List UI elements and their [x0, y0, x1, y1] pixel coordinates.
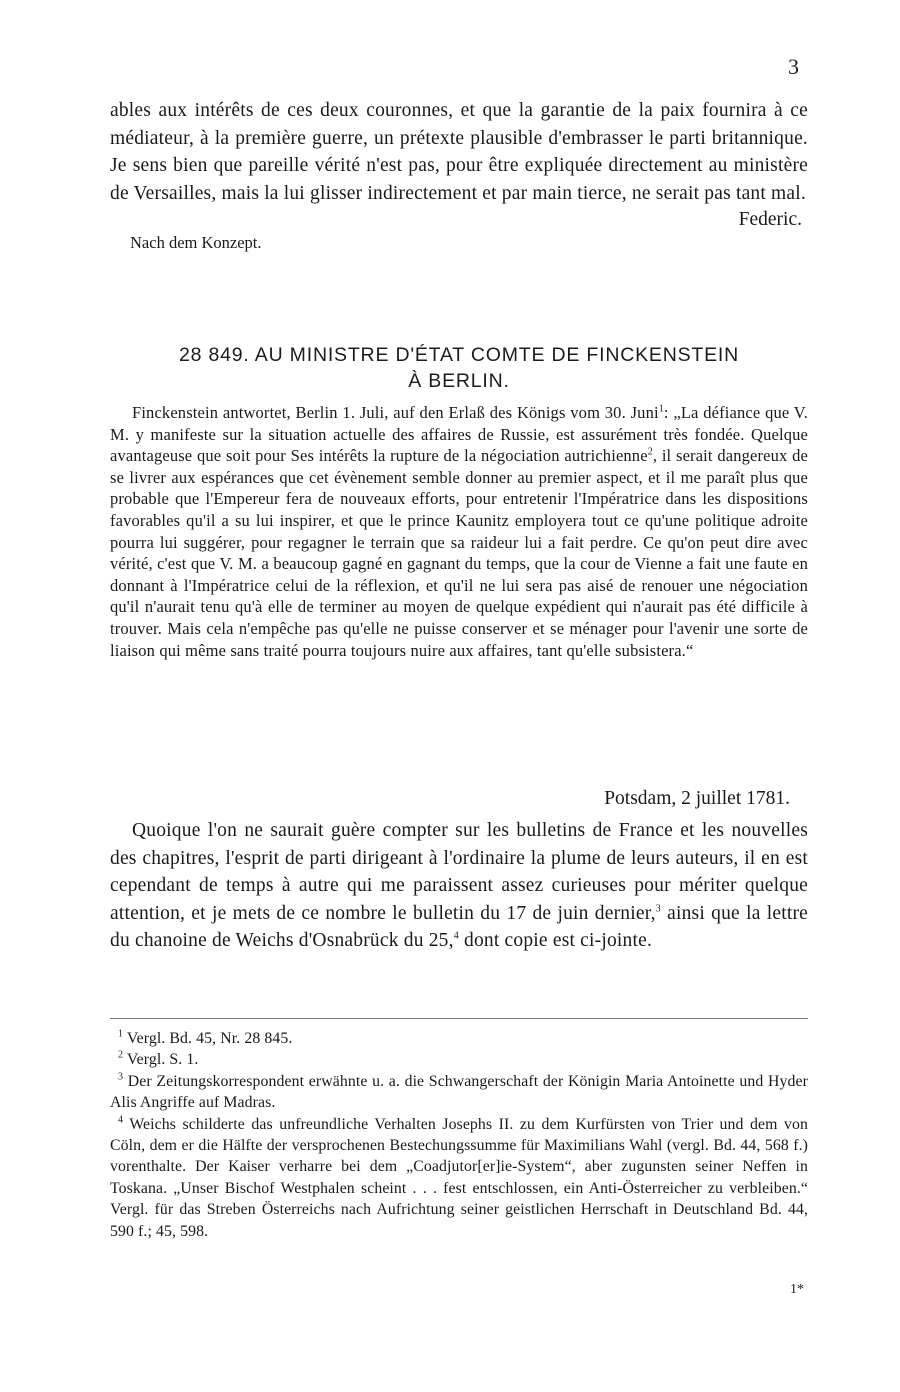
footnote-ref-2[interactable]: 2	[647, 446, 653, 458]
footnote-marker: 3	[118, 1071, 124, 1083]
signature-mark: 1*	[790, 1282, 804, 1297]
signature: Federic.	[738, 209, 802, 230]
footnote-1	[110, 1028, 808, 1049]
footnote-marker: 2	[118, 1050, 124, 1062]
footnote-text: Weichs schilderte das unfreundliche Verhalten Josephs II. zu dem Kurfürsten von Trier und dem von Cöln, dem er die Hälfte der versprochenen Bestechungssumme für Maximilians Wahl (vergl. Bd. 44, 568 f.) vorenthalte. Der Kaiser verharre bei dem „Coadjutor[er]ie-System“, aber zugunsten seiner Neffen in Toskana. „Unser Bischof Westphalen scheint . . . fest entschlossen, ein Anti-Österreicher zu verbleiben.“ Vergl. für das Streben Österreichs nach Aufrichtung seiner geistlichen Herrschaft in Deutschland Bd. 44, 590 f.; 45, 598.	[110, 1115, 808, 1240]
footnotes	[110, 1028, 808, 1242]
footnote-text: Vergl. Bd. 45, Nr. 28 845.	[126, 1030, 293, 1047]
continuation-paragraph	[110, 97, 808, 207]
letter-summary	[110, 402, 808, 661]
letter-heading-line2: À BERLIN.	[408, 370, 510, 392]
footnote-ref-1[interactable]: 1	[658, 403, 664, 415]
letter-heading	[110, 342, 808, 394]
footnote-marker: 1	[118, 1028, 124, 1040]
summary-paragraph	[110, 402, 808, 661]
footnote-list	[110, 1028, 808, 1242]
letter-body-text-1: Quoique l'on ne saurait guère compter sur les bulletins de France et les nouvelles des chapitres, l'esprit de parti dirigeant à l'ordinaire la plume de leurs auteurs, il en est cependant de temps à autre qui me paraissent assez curieuses pour mériter quelque attention, et je mets de ce nombre le bulletin du 17 de juin dernier,	[110, 820, 808, 924]
letter-body-text-3: dont copie est ci-jointe.	[458, 930, 653, 951]
footnote-ref-4[interactable]: 4	[453, 930, 459, 942]
date-line: Potsdam, 2 juillet 1781.	[604, 788, 790, 809]
date-block	[110, 788, 808, 810]
footnote-text: Der Zeitungskorrespondent erwähnte u. a. die Schwangerschaft der Königin Maria Antoinette und Hyder Alis Angriffe auf Madras.	[110, 1072, 808, 1112]
letter-body-paragraph	[110, 817, 808, 955]
footnote-ref-3[interactable]: 3	[655, 903, 661, 914]
letter-body	[110, 817, 808, 955]
summary-text-2: , il serait dangereux de se livrer aux espérances que cet évènement semble donner au premier aspect, et il me paraît plus que probable que l'Empereur fera de nouveaux efforts, pour entretenir l'Impératrice dans les dispositions favorables qu'il a su lui inspirer, et que le prince Kaunitz employera tout ce qu'une politique adroite pourra lui suggérer, pour regagner le terrain que sa raideur lui a fait perdre. Ce qu'on peut dire avec vérité, c'est que V. M. a beaucoup gagné en gagnant du temps, que la cour de Vienne a fait une faute en donnant à l'Impératrice celui de la réflexion, et qu'il ne lui sera pas aisé de renouer une négociation qu'il n'aurait tenu qu'à elle de terminer au moyen de quelque expédient qui n'aurait pas été difficile à trouver. Mais cela n'empêche pas qu'elle ne puisse conserver et se ménager pour l'avenir une sorte de liaison qui même sans traité pourra toujours nuire aux affaires, tant qu'elle subsistera.“	[110, 446, 808, 660]
footnote-marker: 4	[118, 1114, 124, 1126]
continuation-text: ables aux intérêts de ces deux couronnes, et que la garantie de la paix fournira à ce médiateur, à la première guerre, un prétexte plausible d'embrasser le parti britannique. Je sens bien que pareille vérité n'est pas, pour être expliquée directement au ministère de Versailles, mais la lui glisser indirectement et par main tierce, ne serait pas tant mal.	[110, 100, 808, 204]
footnote-divider	[110, 1018, 808, 1019]
footnote-text: Vergl. S. 1.	[126, 1051, 199, 1069]
source-note: Nach dem Konzept.	[130, 233, 262, 252]
footnote-4	[110, 1114, 808, 1242]
footnote-2	[110, 1049, 808, 1070]
letter-heading-line1: 28 849. AU MINISTRE D'ÉTAT COMTE DE FINCKENSTEIN	[178, 344, 740, 366]
letter-body-text-2: ainsi que la lettre du chanoine de Weichs d'Osnabrück du 25,	[110, 902, 808, 951]
continuation-block	[110, 97, 808, 253]
page-number: 3	[788, 54, 799, 79]
summary-text-1: : „La défiance que V. M. y manifeste sur la situation actuelle des affaires de Russie, est assurément très fondée. Quelque avantageuse que soit pour Ses intérêts la rupture de la négociation autrichienne	[110, 403, 809, 466]
summary-intro: Finckenstein antwortet, Berlin 1. Juli, auf den Erlaß des Königs vom 30. Juni	[132, 403, 659, 422]
footnote-3	[110, 1071, 808, 1114]
